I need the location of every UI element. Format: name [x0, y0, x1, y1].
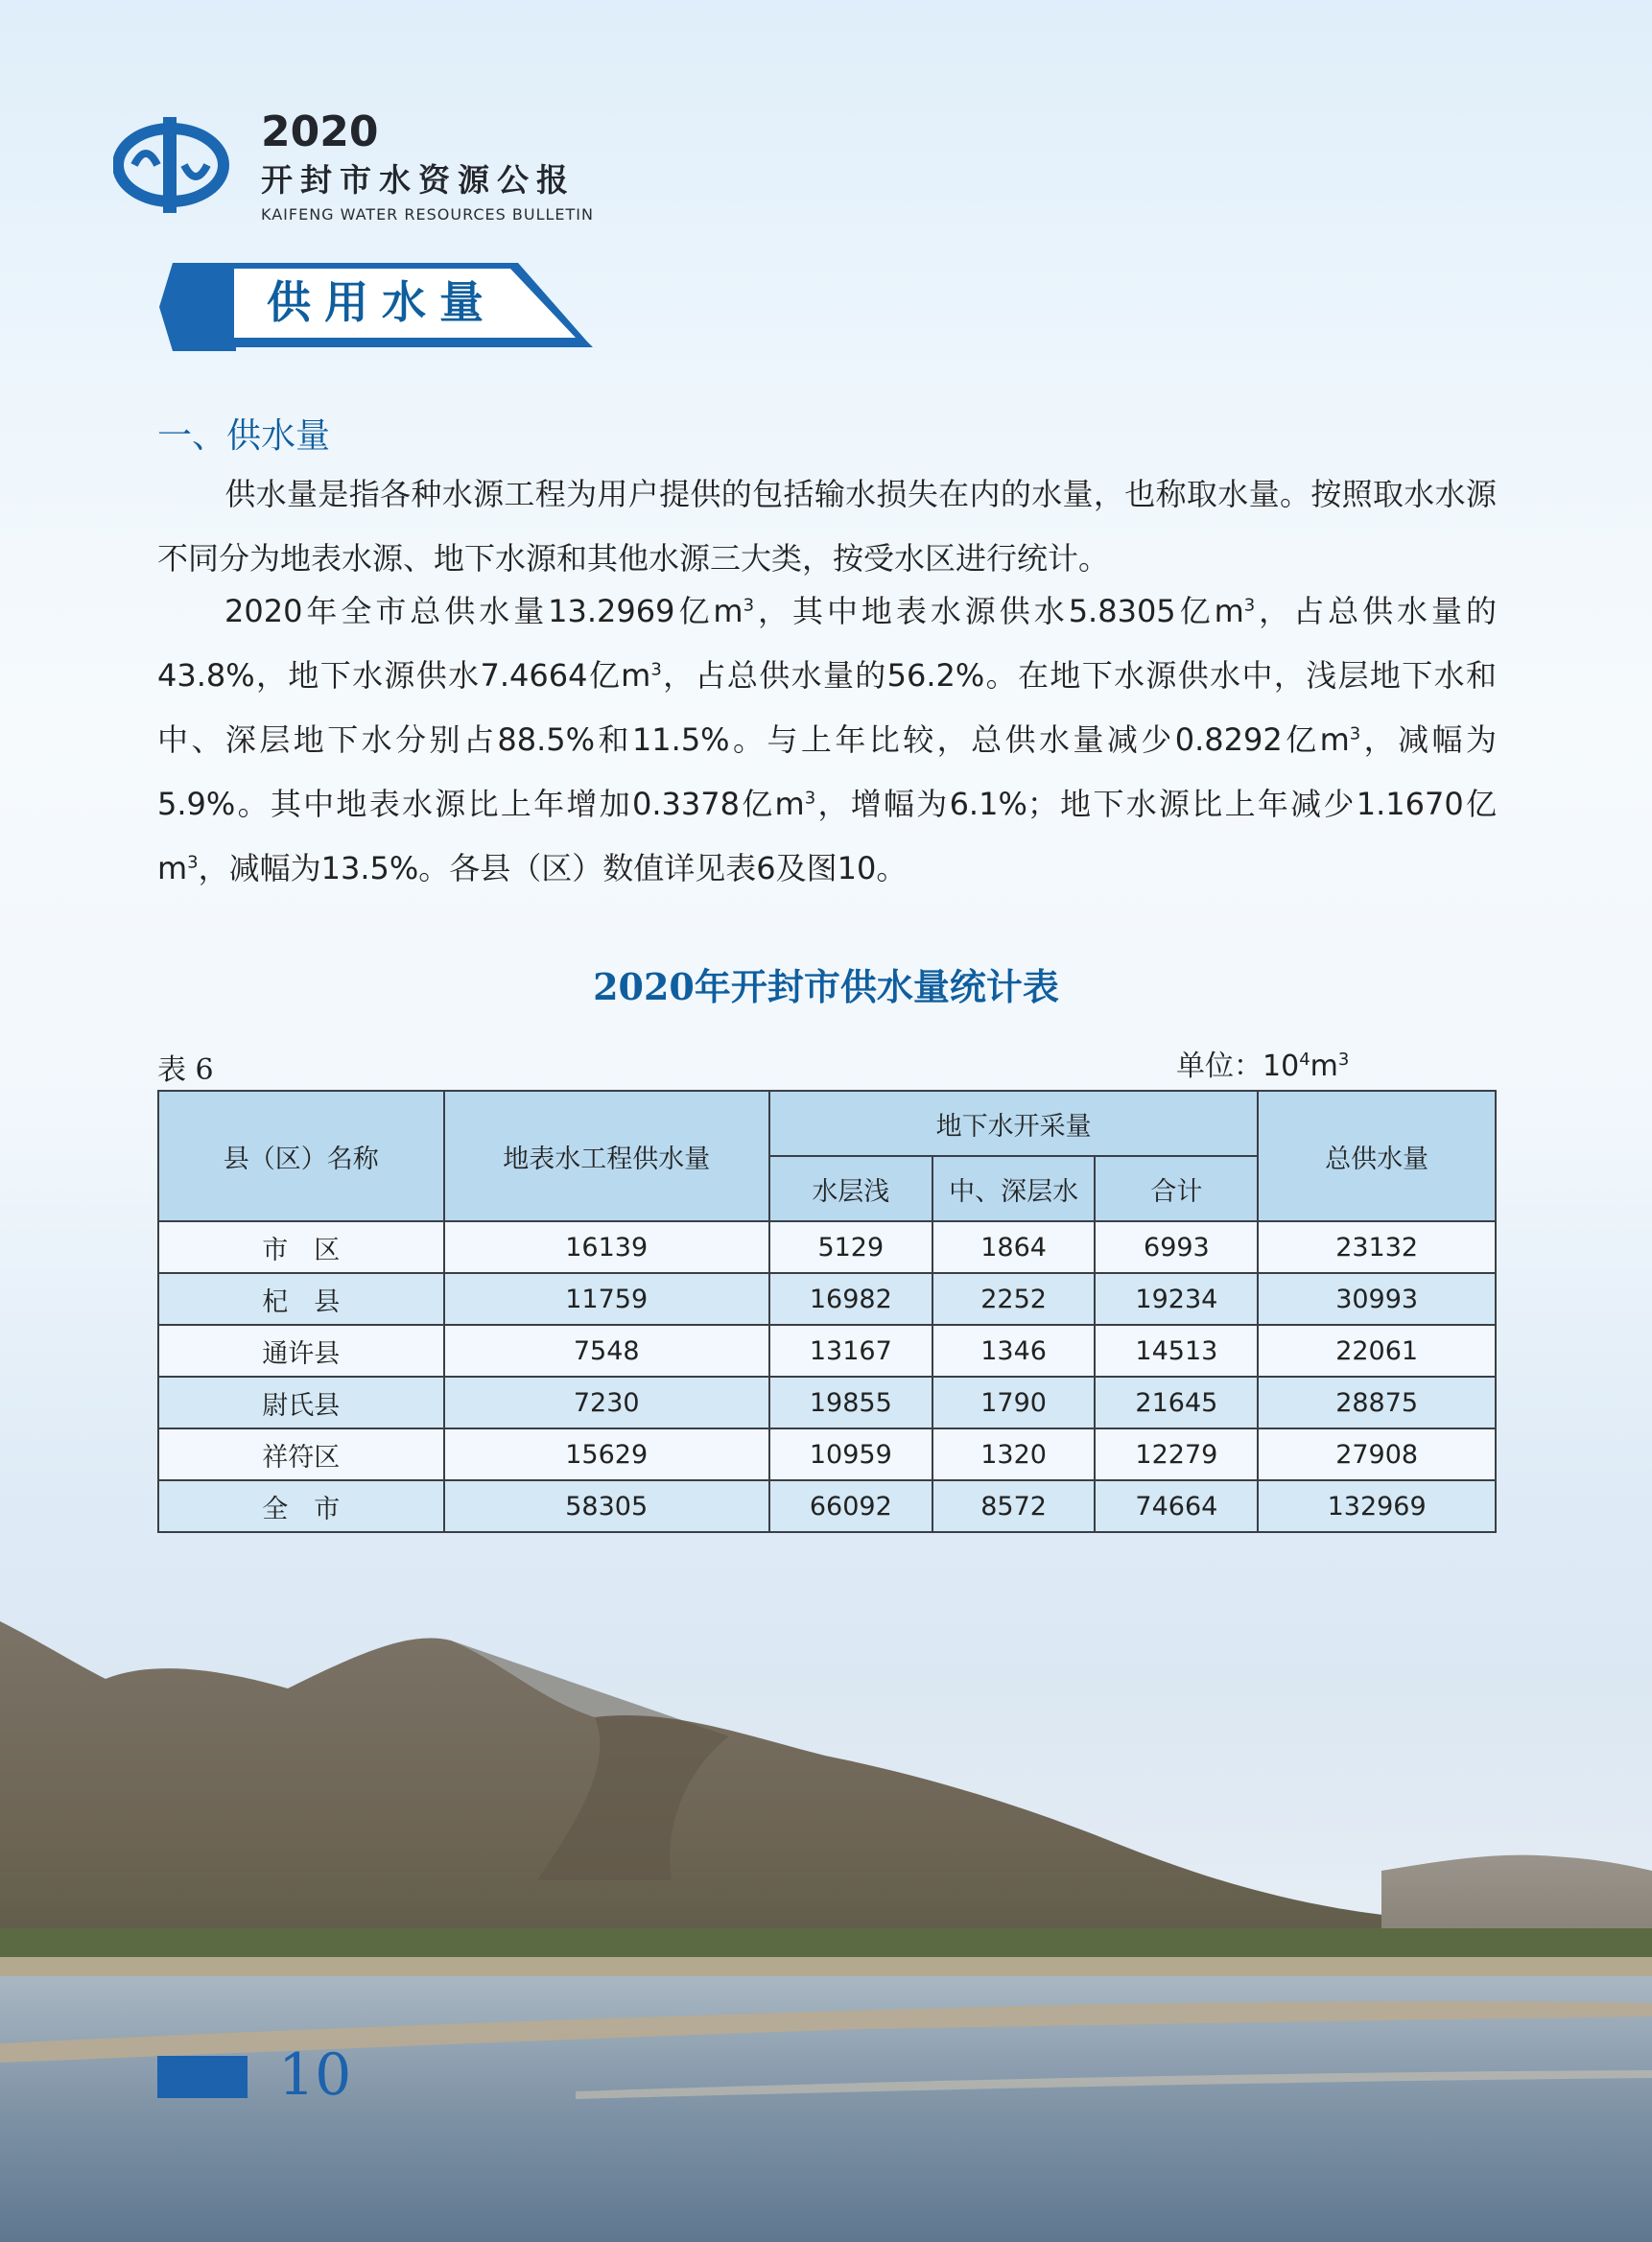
- paragraph-definition-text: 供水量是指各种水源工程为用户提供的包括输水损失在内的水量，也称取水量。按照取水水源不同分为地表水源、地下水源和其他水源三大类，按受水区进行统计。: [157, 476, 1497, 577]
- cell-subtotal: 21645: [1095, 1377, 1258, 1428]
- cell-surface: 11759: [444, 1273, 769, 1325]
- bulletin-logo: [113, 111, 248, 219]
- stat-text-4: ，占总供水量的56.2%。在地下水源供水中，浅层地下水和中、深层地下水分别占88.5%和11.5%。与上年比较，总供水量减少0.8292亿m: [157, 657, 1497, 758]
- cell-shallow: 13167: [769, 1325, 932, 1377]
- section-title: 一、供水量: [157, 416, 331, 456]
- table-row: [158, 1221, 1496, 1273]
- header-total: 总供水量: [1258, 1091, 1496, 1221]
- cell-name: 通许县: [158, 1325, 444, 1377]
- cell-shallow: 19855: [769, 1377, 932, 1428]
- unit-m: m: [1310, 1050, 1338, 1083]
- header-surface: 地表水工程供水量: [444, 1091, 769, 1221]
- stat-text-1: 2020年全市总供水量13.2969亿m: [224, 593, 743, 629]
- cell-deep: 2252: [932, 1273, 1096, 1325]
- bulletin-title-en: KAIFENG WATER RESOURCES BULLETIN: [261, 205, 594, 224]
- cell-subtotal: 74664: [1095, 1480, 1258, 1532]
- cell-surface: 15629: [444, 1428, 769, 1480]
- superscript: 3: [804, 788, 816, 809]
- table-row-total: [158, 1480, 1496, 1532]
- superscript: 3: [650, 659, 662, 680]
- cell-deep: 1320: [932, 1428, 1096, 1480]
- stat-text-5: ，减幅为5.9%。其中地表水源比上年增加0.3378亿m: [157, 721, 1497, 822]
- header-subtotal: 合计: [1095, 1156, 1258, 1221]
- cell-total: 22061: [1258, 1325, 1496, 1377]
- page-number-bar: [157, 2056, 248, 2098]
- water-gate-logo-icon: [113, 111, 248, 219]
- paragraph-definition: [157, 462, 1497, 591]
- cell-shallow: 66092: [769, 1480, 932, 1532]
- cell-surface: 58305: [444, 1480, 769, 1532]
- cell-total: 23132: [1258, 1221, 1496, 1273]
- cell-subtotal: 12279: [1095, 1428, 1258, 1480]
- superscript: 3: [187, 852, 199, 873]
- cell-subtotal: 19234: [1095, 1273, 1258, 1325]
- cell-name: 尉氏县: [158, 1377, 444, 1428]
- table-row: [158, 1273, 1496, 1325]
- cell-shallow: 16982: [769, 1273, 932, 1325]
- unit-exponent: 4: [1299, 1050, 1310, 1070]
- cell-subtotal: 14513: [1095, 1325, 1258, 1377]
- table-row: [158, 1377, 1496, 1428]
- cell-total: 28875: [1258, 1377, 1496, 1428]
- cell-name: 市 区: [158, 1221, 444, 1273]
- cell-name: 祥符区: [158, 1428, 444, 1480]
- table-row: [158, 1325, 1496, 1377]
- cell-deep: 1346: [932, 1325, 1096, 1377]
- stat-text-7: ，减幅为13.5%。各县（区）数值详见表6及图10。: [198, 850, 908, 886]
- landscape-background: [0, 1477, 1652, 2242]
- stat-text-3: ，占总供水量的43.8%，地下水源供水7.4664亿m: [157, 593, 1497, 694]
- bulletin-brand: [261, 107, 594, 224]
- cell-deep: 1864: [932, 1221, 1096, 1273]
- cell-surface: 16139: [444, 1221, 769, 1273]
- table-label: 表 6: [157, 1053, 214, 1087]
- cell-total: 27908: [1258, 1428, 1496, 1480]
- chapter-title: 供用水量: [267, 276, 497, 328]
- header-shallow: 水层浅: [769, 1156, 932, 1221]
- page-number: 10: [278, 2041, 352, 2109]
- paragraph-statistics: [157, 579, 1497, 901]
- table-title: 2020年开封市供水量统计表: [593, 965, 1059, 1008]
- cell-deep: 8572: [932, 1480, 1096, 1532]
- cell-surface: 7230: [444, 1377, 769, 1428]
- stat-text-6: ，增幅为6.1%；地下水源比上年减少1.1670亿m: [157, 786, 1497, 886]
- table-row: [158, 1428, 1496, 1480]
- cell-total: 30993: [1258, 1273, 1496, 1325]
- bulletin-title-cn: 开封市水资源公报: [261, 161, 576, 199]
- unit-exponent-2: 3: [1337, 1050, 1350, 1070]
- cell-total: 132969: [1258, 1480, 1496, 1532]
- water-supply-table: [157, 1090, 1497, 1533]
- unit-prefix: 单位：10: [1176, 1050, 1300, 1083]
- superscript: 3: [1243, 595, 1256, 616]
- cell-surface: 7548: [444, 1325, 769, 1377]
- cell-shallow: 10959: [769, 1428, 932, 1480]
- header-groundwater: 地下水开采量: [769, 1091, 1258, 1156]
- superscript: 3: [743, 595, 755, 616]
- cell-subtotal: 6993: [1095, 1221, 1258, 1273]
- cell-deep: 1790: [932, 1377, 1096, 1428]
- bulletin-year: 2020: [261, 107, 379, 156]
- table-unit: [1176, 1042, 1349, 1084]
- superscript: 3: [1349, 723, 1361, 744]
- cell-name: 全 市: [158, 1480, 444, 1532]
- header-deep: 中、深层水: [932, 1156, 1096, 1221]
- header-name: 县（区）名称: [158, 1091, 444, 1221]
- cell-name: 杞 县: [158, 1273, 444, 1325]
- stat-text-2: ，其中地表水源供水5.8305亿m: [754, 593, 1244, 629]
- cell-shallow: 5129: [769, 1221, 932, 1273]
